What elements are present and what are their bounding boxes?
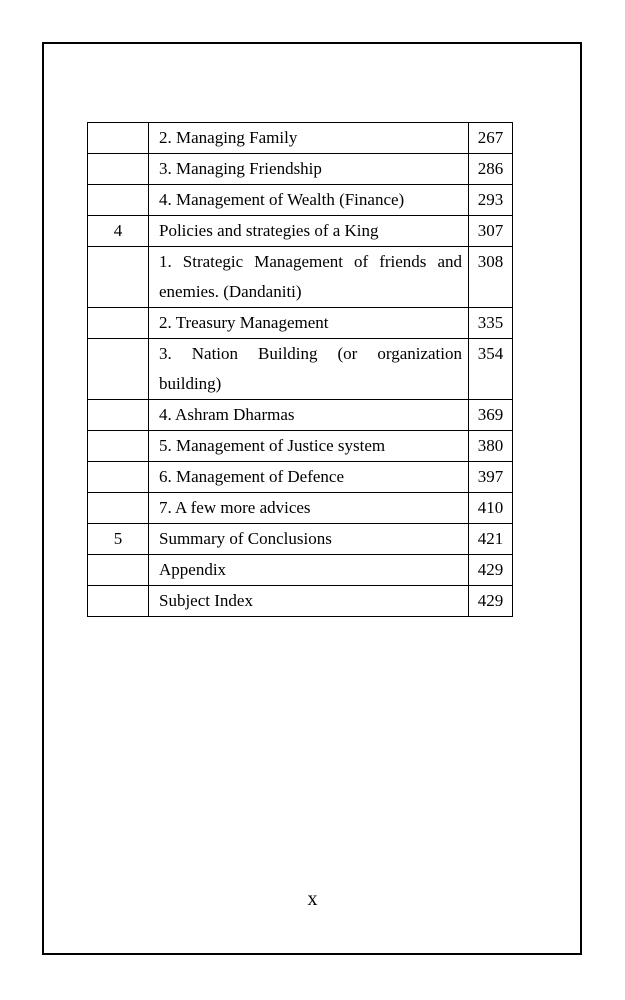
chapter-title-cell: Summary of Conclusions: [149, 524, 469, 555]
toc-row: [88, 431, 513, 462]
page-number-cell: 429: [469, 555, 513, 586]
chapter-number-cell: [88, 586, 149, 617]
page-number-cell: 335: [469, 308, 513, 339]
chapter-title-cell: 5. Management of Justice system: [149, 431, 469, 462]
chapter-title-cell: 2. Managing Family: [149, 123, 469, 154]
page-number-cell: 286: [469, 154, 513, 185]
toc-row: [88, 462, 513, 493]
chapter-number-cell: [88, 555, 149, 586]
page-number-cell: 421: [469, 524, 513, 555]
chapter-number-cell: 4: [88, 216, 149, 247]
chapter-title-cell: 1. Strategic Management of friends and enemies. (Dandaniti): [149, 247, 469, 308]
chapter-number-cell: [88, 185, 149, 216]
chapter-number-cell: [88, 431, 149, 462]
toc-row: [88, 123, 513, 154]
chapter-title-cell: 4. Ashram Dharmas: [149, 400, 469, 431]
toc-row: [88, 185, 513, 216]
page-number-cell: 354: [469, 339, 513, 400]
toc-row: [88, 247, 513, 308]
page-number-cell: 369: [469, 400, 513, 431]
page-number-cell: 293: [469, 185, 513, 216]
page-number-cell: 308: [469, 247, 513, 308]
page-number-cell: 307: [469, 216, 513, 247]
chapter-number-cell: [88, 123, 149, 154]
toc-table-body: [88, 123, 513, 617]
chapter-number-cell: [88, 462, 149, 493]
chapter-number-cell: [88, 308, 149, 339]
toc-row: [88, 339, 513, 400]
toc-row: [88, 216, 513, 247]
page-number-cell: 380: [469, 431, 513, 462]
page-number-cell: 267: [469, 123, 513, 154]
toc-row: [88, 524, 513, 555]
chapter-number-cell: [88, 400, 149, 431]
page-number-footer: x: [307, 888, 318, 910]
toc-row: [88, 586, 513, 617]
toc-row: [88, 493, 513, 524]
page-number-cell: 397: [469, 462, 513, 493]
toc-table: [87, 122, 513, 617]
toc-row: [88, 154, 513, 185]
chapter-number-cell: [88, 493, 149, 524]
chapter-number-cell: [88, 247, 149, 308]
chapter-title-cell: 3. Nation Building (or organization building): [149, 339, 469, 400]
chapter-title-cell: Subject Index: [149, 586, 469, 617]
page-number-cell: 410: [469, 493, 513, 524]
page-number-cell: 429: [469, 586, 513, 617]
chapter-title-cell: 2. Treasury Management: [149, 308, 469, 339]
chapter-title-cell: Appendix: [149, 555, 469, 586]
toc-row: [88, 308, 513, 339]
page-border-frame: [42, 42, 582, 955]
chapter-title-cell: 7. A few more advices: [149, 493, 469, 524]
chapter-title-cell: 3. Managing Friendship: [149, 154, 469, 185]
toc-row: [88, 400, 513, 431]
chapter-number-cell: [88, 339, 149, 400]
chapter-title-cell: Policies and strategies of a King: [149, 216, 469, 247]
chapter-number-cell: [88, 154, 149, 185]
toc-row: [88, 555, 513, 586]
chapter-title-cell: 6. Management of Defence: [149, 462, 469, 493]
chapter-number-cell: 5: [88, 524, 149, 555]
chapter-title-cell: 4. Management of Wealth (Finance): [149, 185, 469, 216]
